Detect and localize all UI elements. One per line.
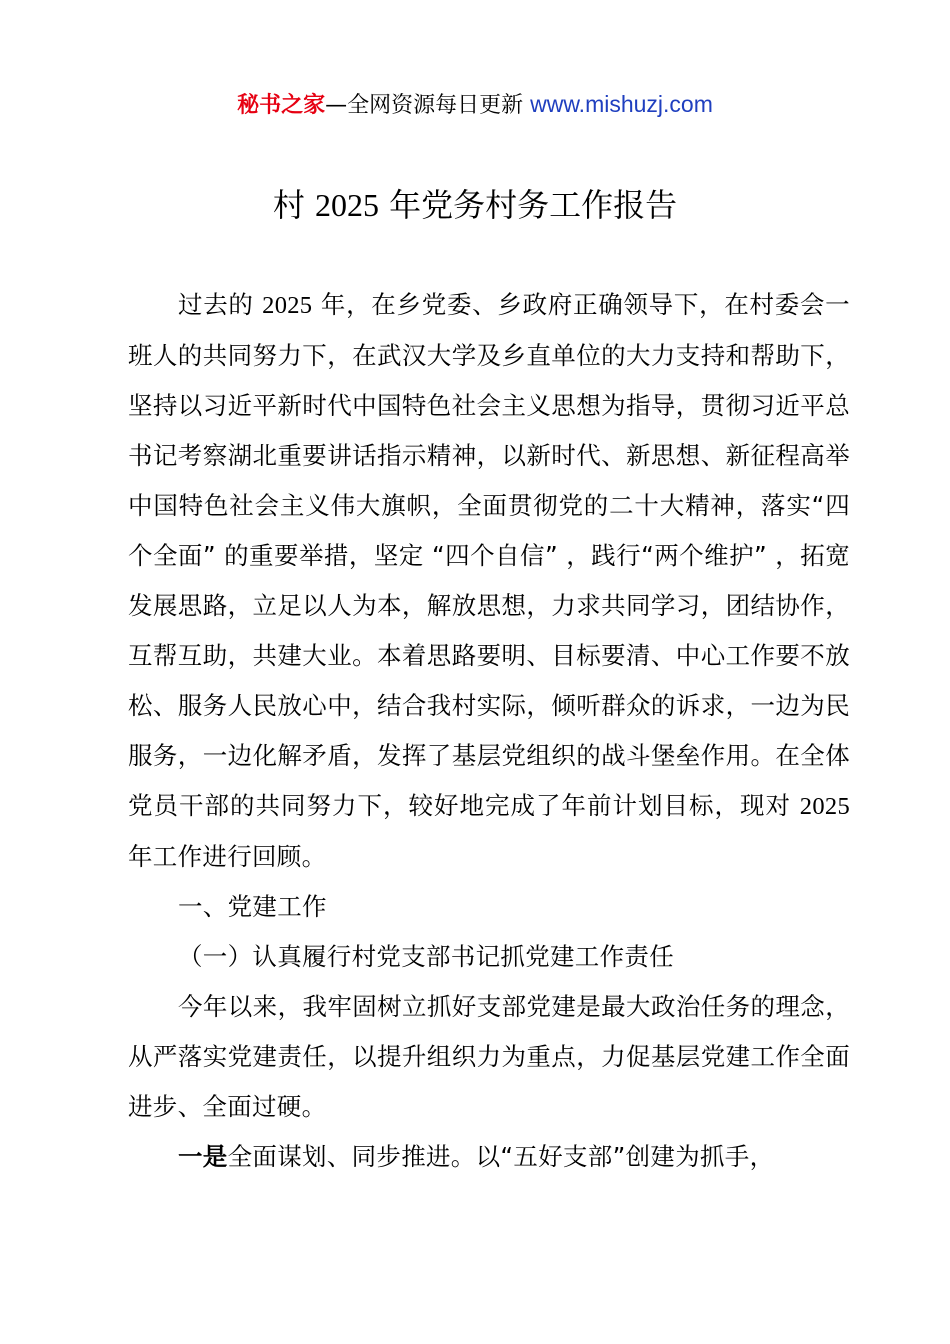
point-one-lead: 一是 [178, 1142, 228, 1171]
paragraph-intro: 过去的 2025 年，在乡党委、乡政府正确领导下，在村委会一班人的共同努力下，在武汉大学及乡直单位的大力支持和帮助下，坚持以习近平新时代中国特色社会主义思想为指导，贯彻习近平总书记考察湖北重要讲话指示精神，以新时代、新思想、新征程高举中国特色社会主义伟大旗帜，全面贯彻党的二十大精神，落实“四个全面” 的重要举措，坚定 “四个自信” ，践行“两个维护” ，拓宽发展思路，立足以人为本，解放思想，力求共同学习，团结协作，互帮互助，共建大业。本着思路要明、目标要清、中心工作要不放松、服务人民放心中，结合我村实际，倾听群众的诉求，一边为民服务，一边化解矛盾，发挥了基层党组织的战斗堡垒作用。在全体党员干部的共同努力下，较好地完成了年前计划目标，现对 2025 年工作进行回顾。 [128, 290, 850, 871]
document-title [0, 182, 950, 228]
section-heading-1: 一、党建工作 [178, 892, 327, 921]
paragraph-point-one [128, 1132, 850, 1182]
site-url-link[interactable]: www.mishuzj.com [530, 91, 713, 117]
point-one-text: 全面谋划、同步推进。以“五好支部”创建为抓手， [227, 1142, 775, 1171]
site-slogan: —全网资源每日更新 [325, 93, 531, 118]
site-header [0, 88, 950, 122]
site-brand: 秘书之家 [237, 93, 326, 118]
title-suffix: 年党务村务工作报告 [379, 186, 678, 224]
paragraph-party-building: 今年以来，我牢固树立抓好支部党建是最大政治任务的理念，从严落实党建责任，以提升组织力为重点，力促基层党建工作全面进步、全面过硬。 [128, 992, 850, 1121]
document-body [128, 280, 850, 1182]
title-prefix: 村 [272, 186, 315, 224]
title-year: 2025 [315, 187, 379, 223]
subsection-heading-1: （一）认真履行村党支部书记抓党建工作责任 [178, 942, 674, 971]
